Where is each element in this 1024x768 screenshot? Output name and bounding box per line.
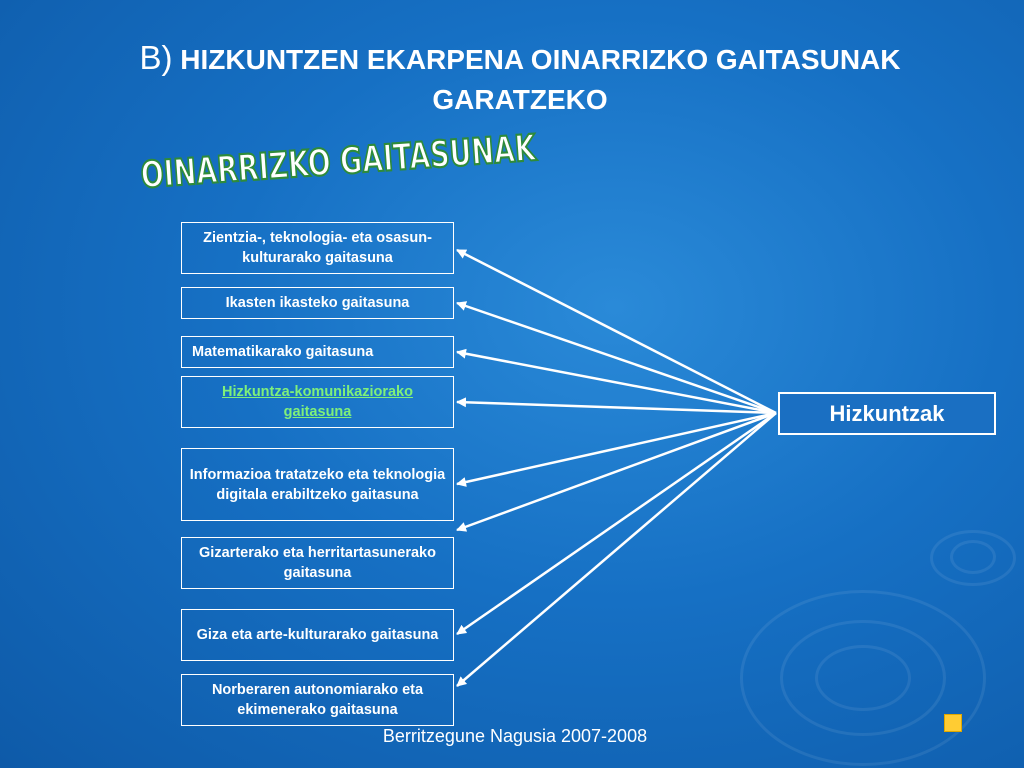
competency-label: Informazioa tratatzeko eta teknologia digitala erabiltzeko gaitasuna	[189, 466, 446, 503]
nav-square-icon[interactable]	[944, 714, 962, 732]
title-prefix: B)	[139, 39, 173, 76]
competency-box-autonomy	[181, 674, 454, 726]
competency-box-learning	[181, 287, 454, 319]
competency-link[interactable]: Hizkuntza-komunikaziorako gaitasuna	[222, 384, 413, 420]
competency-box-math	[181, 336, 454, 368]
hub-box-languages	[778, 392, 996, 435]
competency-box-culture	[181, 609, 454, 661]
arrow-6	[457, 413, 776, 530]
competency-label: Giza eta arte-kulturarako gaitasuna	[196, 627, 439, 643]
hub-label: Hizkuntzak	[829, 400, 945, 426]
competency-label: Norberaren autonomiarako eta ekimenerako gaitasuna	[211, 682, 424, 718]
arrow-2	[457, 303, 776, 413]
title-text: HIZKUNTZEN EKARPENA OINARRIZKO GAITASUNAK GARATZEKO	[180, 44, 901, 115]
competency-label: Ikasten ikasteko gaitasuna	[225, 295, 410, 311]
footer-text: Berritzegune Nagusia 2007-2008	[382, 726, 648, 746]
competency-label: Matematikarako gaitasuna	[192, 344, 374, 360]
competency-label: Gizarterako eta herritartasunerako gaitasuna	[199, 545, 436, 581]
arrow-1	[457, 250, 776, 413]
arrow-8	[457, 413, 776, 686]
wordart-text: OINARRIZKO GAITASUNAK	[139, 126, 538, 197]
competency-label: Zientzia-, teknologia- eta osasun-kulturarako gaitasuna	[203, 230, 432, 266]
arrow-5	[457, 413, 776, 484]
competency-box-social	[181, 537, 454, 589]
arrow-7	[457, 413, 776, 634]
competency-box-science	[181, 222, 454, 274]
competency-box-communication[interactable]	[181, 376, 454, 428]
competency-box-digital	[181, 448, 454, 521]
